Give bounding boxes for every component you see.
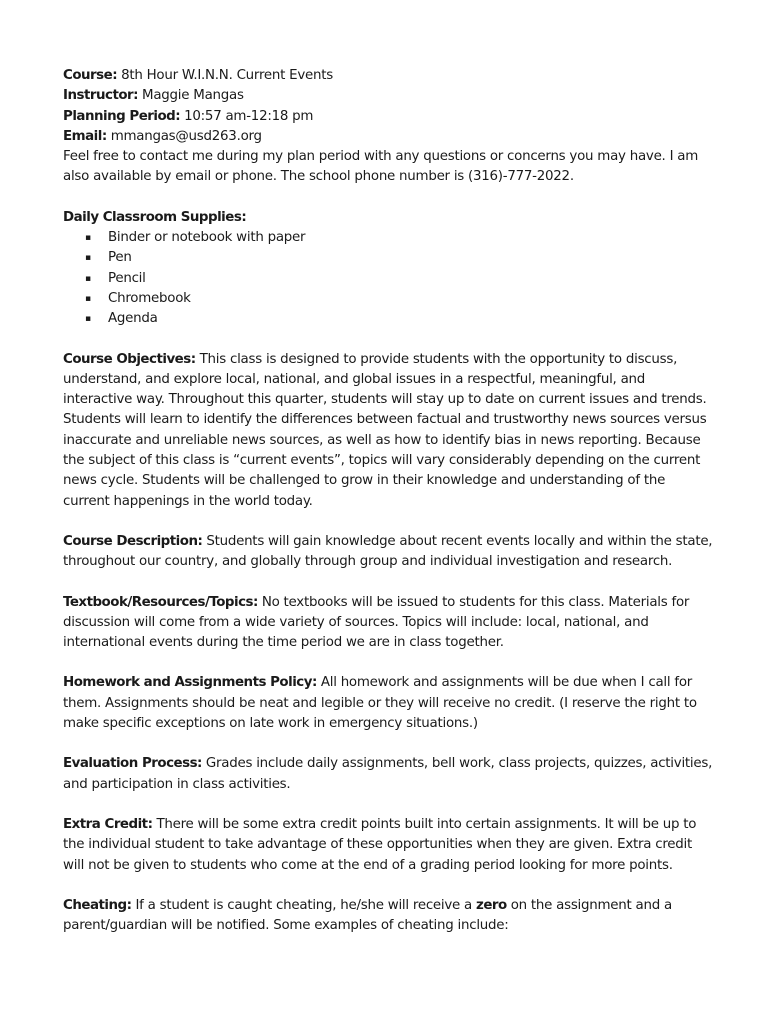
planning-period-line [63,107,713,127]
course-objectives-text: This class is designed to provide students with the opportunity to discuss, understand, and explore local, national, and global issues in a respectful, meaningful, and interactive way. Throughout this quarter, students will stay up to date on current issues and trends. Students will learn to identify the differences between factual and trustworthy news sources versus inaccurate and unreliable news sources, as well as how to identify bias in news reporting. Because the subject of this class is “current events”, topics will vary considerably depending on the current news cycle. Students will be challenged to grow in their knowledge and understanding of the current happenings in the world today. [63,351,707,509]
extra-credit-section [63,815,713,876]
extra-credit-label: Extra Credit: [63,816,153,832]
textbook-label: Textbook/Resources/Topics: [63,594,258,610]
bullet-icon: ▪ [85,253,91,264]
list-item [63,228,713,248]
spacer [63,653,713,673]
cheating-text-before: If a student is caught cheating, he/she will receive a [131,897,477,913]
homework-policy-label: Homework and Assignments Policy: [63,675,317,691]
course-objectives-section [63,350,713,512]
supply-item-label: Pen [108,250,132,266]
spacer [63,573,713,593]
list-item [63,269,713,289]
supply-item-label: Agenda [108,311,158,327]
textbook-section [63,593,713,654]
instructor-line [63,86,713,106]
cheating-emphasis: zero [476,897,507,913]
course-value: 8th Hour W.I.N.N. Current Events [121,68,333,83]
course-description-section [63,532,713,573]
evaluation-text: Grades include daily assignments, bell work, class projects, quizzes, activities, and participation in class activities. [63,756,713,792]
spacer [63,188,713,208]
evaluation-section [63,754,713,795]
email-value[interactable]: mmangas@usd263.org [110,128,262,144]
supply-item-label: Binder or notebook with paper [108,230,306,246]
list-item [63,309,713,329]
homework-policy-section [63,673,713,734]
supplies-list [63,228,713,329]
bullet-icon: ▪ [85,273,91,284]
bullet-icon: ▪ [85,233,91,244]
extra-credit-text: There will be some extra credit points built into certain assignments. It will be up to the individual student to take advantage of these opportunities when they are given. Extra credit will not be given to students who come at the end of a grading period looking for more points. [63,816,697,873]
spacer [63,330,713,350]
instructor-value: Maggie Mangas [142,88,244,104]
bullet-icon: ▪ [85,293,91,304]
email-line [63,127,713,147]
planning-period-label: Planning Period: [63,108,181,124]
course-description-text: Students will gain knowledge about recent events locally and within the state, throughout our country, and globally through group and individual investigation and research. [63,533,713,570]
bullet-icon: ▪ [85,314,91,325]
evaluation-label: Evaluation Process: [63,756,202,772]
supplies-heading: Daily Classroom Supplies: [63,209,247,225]
planning-period-value: 10:57 am-12:18 pm [184,108,314,124]
list-item [63,248,713,268]
instructor-label: Instructor: [63,88,139,104]
spacer [63,795,713,815]
course-line [63,66,713,86]
course-label: Course: [63,68,118,83]
cheating-text-after: on the assignment and a parent/guardian will be notified. Some examples of cheating include: [63,897,672,934]
course-objectives-label: Course Objectives: [63,351,196,367]
syllabus-page [63,66,713,936]
course-description-label: Course Description: [63,533,203,549]
supply-item-label: Chromebook [108,290,191,306]
list-item [63,289,713,309]
email-label: Email: [63,128,107,144]
supply-item-label: Pencil [108,270,146,286]
spacer [63,734,713,754]
cheating-label: Cheating: [63,897,132,913]
spacer [63,512,713,532]
homework-policy-text: All homework and assignments will be due when I call for them. Assignments should be neat and legible or they will receive no credit. (I reserve the right to make specific exceptions on late work in emergency situations.) [63,675,697,732]
contact-paragraph: Feel free to contact me during my plan period with any questions or concerns you may have. I am also available by email or phone. The school phone number is (316)-777-2022. [63,149,699,185]
textbook-text: No textbooks will be issued to students for this class. Materials for discussion will come from a wide variety of sources. Topics will include: local, national, and international events during the time period we are in class together. [63,594,690,651]
spacer [63,876,713,896]
cheating-section [63,896,713,937]
